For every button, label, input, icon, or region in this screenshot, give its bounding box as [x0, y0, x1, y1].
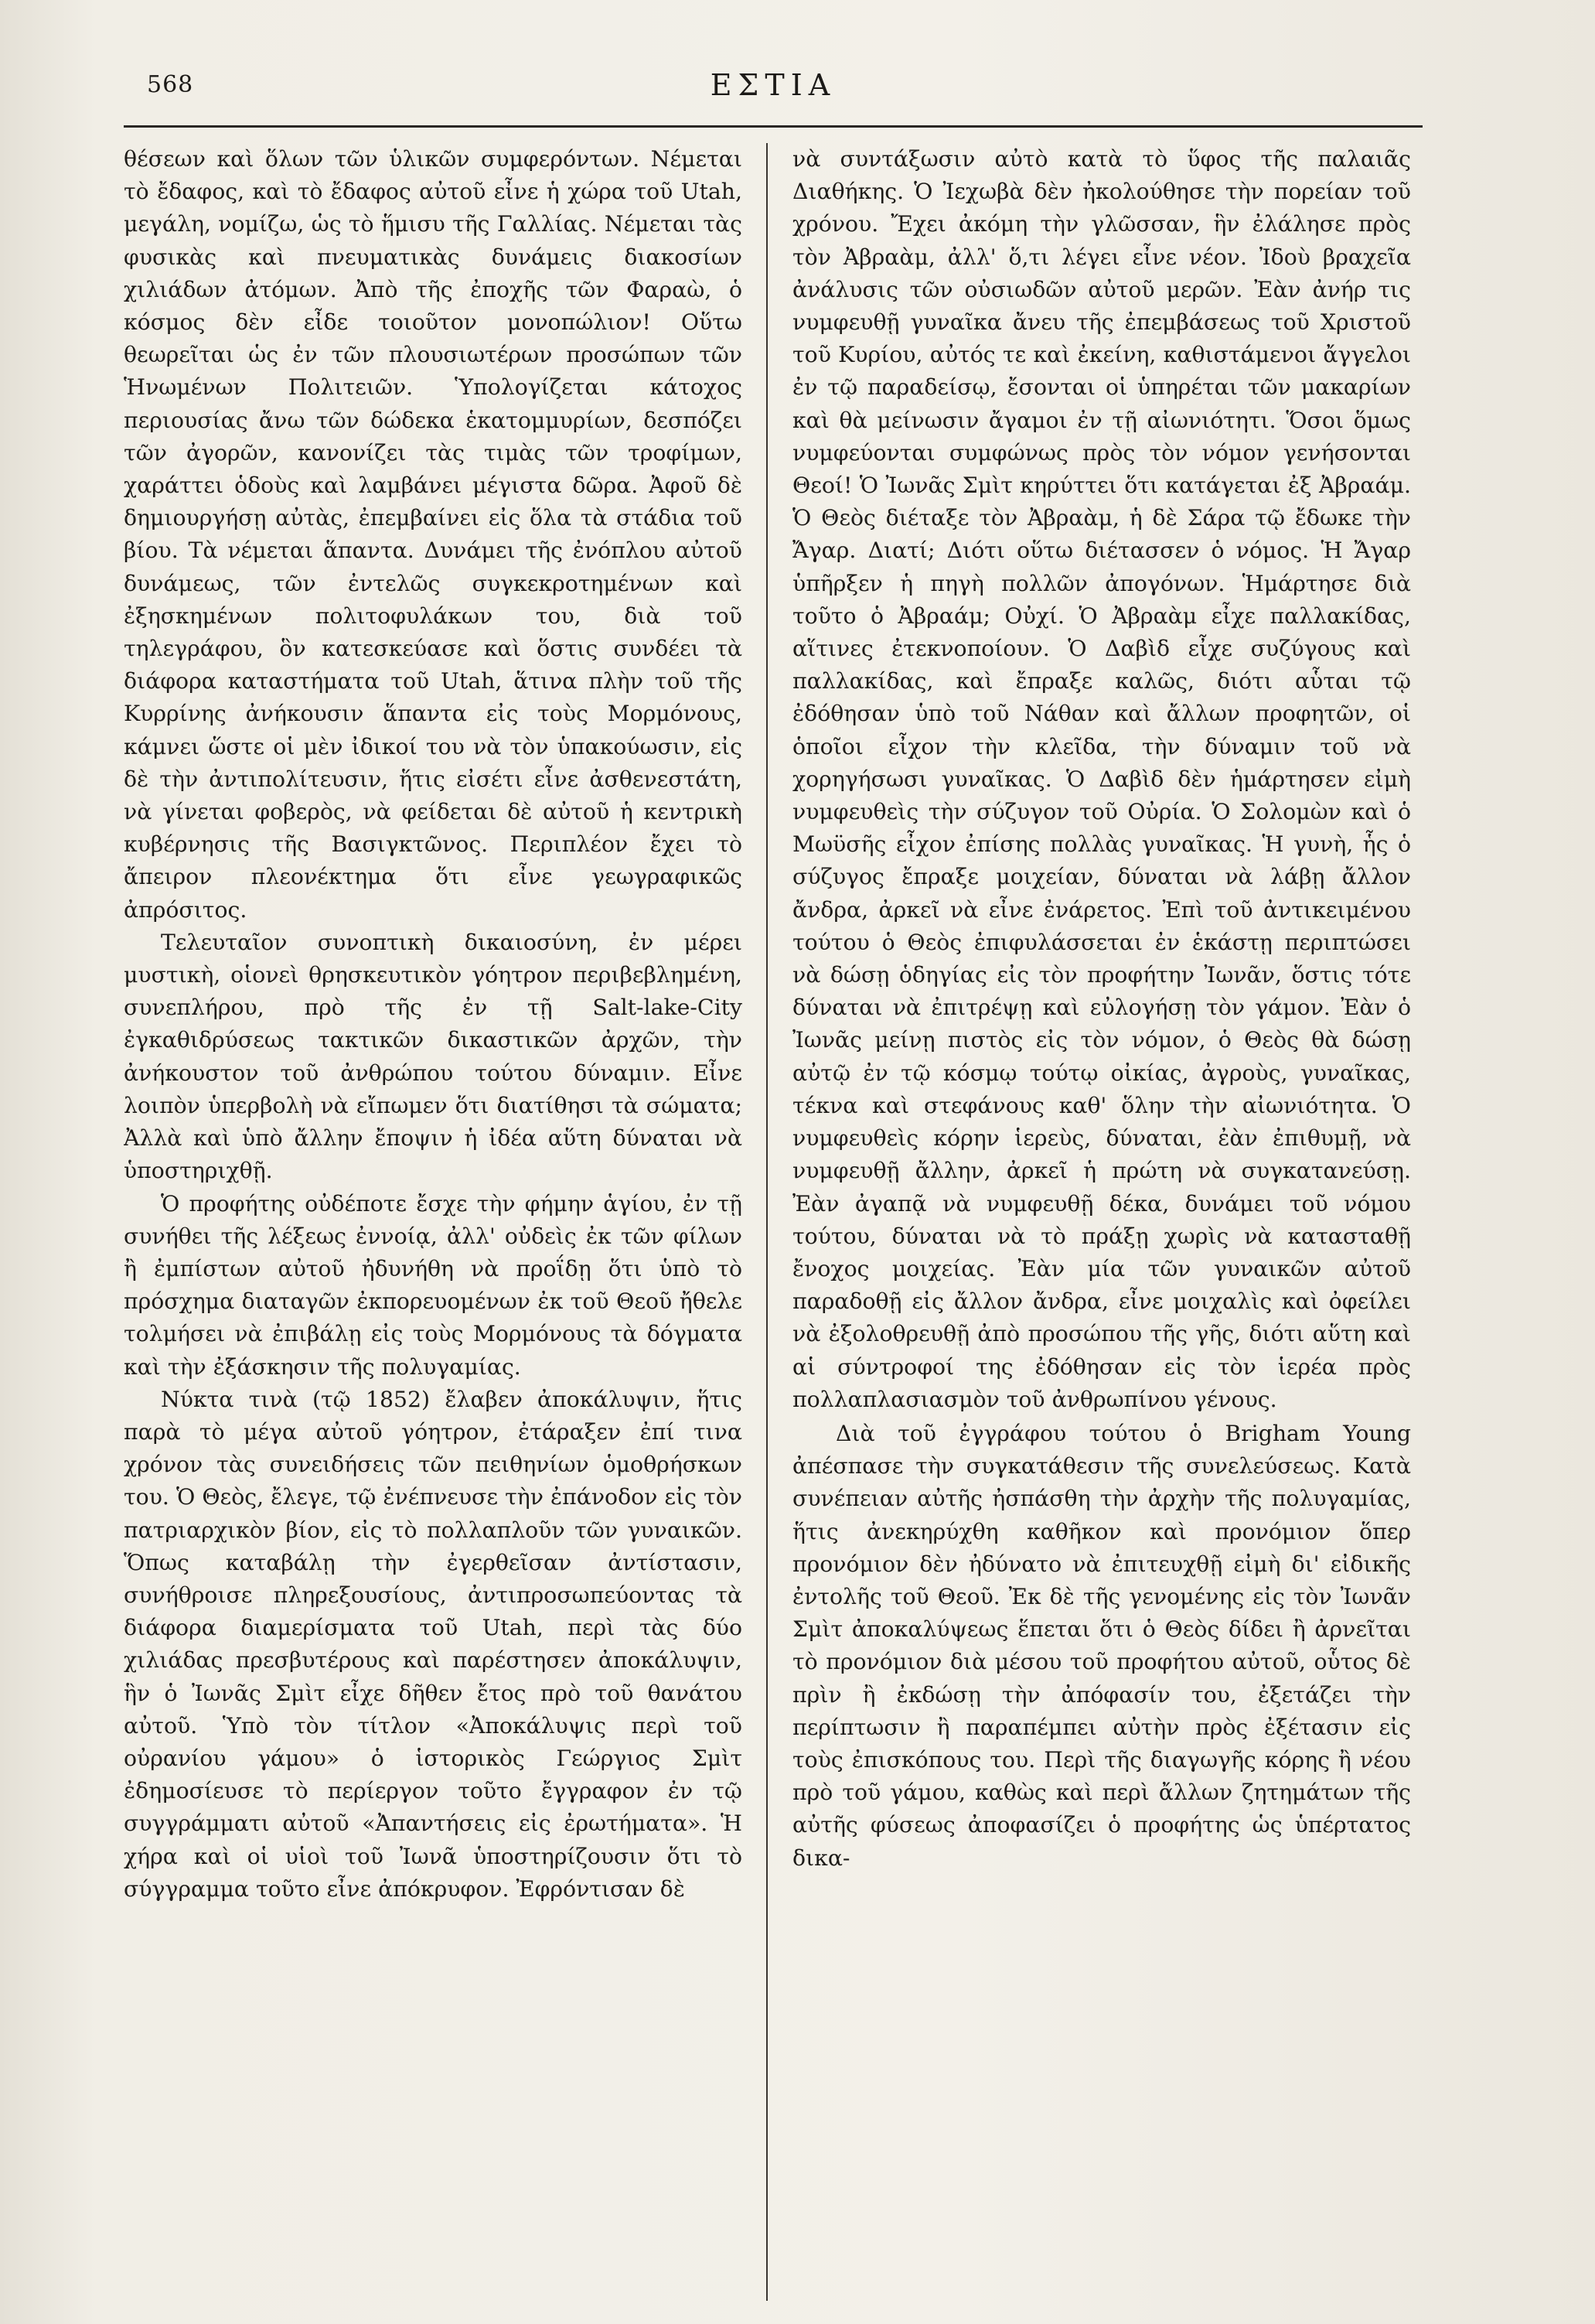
left-column: [124, 143, 742, 2301]
right-column: [792, 143, 1411, 2301]
paragraph: νὰ συντάξωσιν αὐτὸ κατὰ τὸ ὕφος τῆς παλαιᾶς Διαθήκης. Ὁ Ἰεχωβὰ δὲν ἠκολούθησε τὴν πορείαν τοῦ χρόνου. Ἔχει ἀκόμη τὴν γλῶσσαν, ἣν ἐλάλησε πρὸς τὸν Ἀβραὰμ, ἀλλ' ὅ,τι λέγει εἶνε νέον. Ἰδοὺ βραχεῖα ἀνάλυσις τῶν οὐσιωδῶν αὐτοῦ μερῶν. Ἐὰν ἀνήρ τις νυμφευθῇ γυναῖκα ἄνευ τῆς ἐπεμβάσεως τοῦ Χριστοῦ τοῦ Κυρίου, αὐτός τε καὶ ἐκείνη, καθιστάμενοι ἄγγελοι ἐν τῷ παραδείσῳ, ἔσονται οἱ ὑπηρέται τῶν μακαρίων καὶ θὰ μείνωσιν ἄγαμοι ἐν τῇ αἰωνιότητι. Ὅσοι ὅμως νυμφεύονται συμφώνως πρὸς τὸν νόμον γενήσονται Θεοί! Ὁ Ἰωνᾶς Σμὶτ κηρύττει ὅτι κατάγεται ἐξ Ἀβραάμ. Ὁ Θεὸς διέταξε τὸν Ἀβραὰμ, ἡ δὲ Σάρα τῷ ἔδωκε τὴν Ἄγαρ. Διατί; Διότι οὕτω διέτασσεν ὁ νόμος. Ἡ Ἄγαρ ὑπῆρξεν ἡ πηγὴ πολλῶν ἀπογόνων. Ἡμάρτησε διὰ τοῦτο ὁ Ἀβραάμ; Οὐχί. Ὁ Ἀβραὰμ εἶχε παλλακίδας, αἵτινες ἐτεκνοποίουν. Ὁ Δαβὶδ εἶχε συζύγους καὶ παλλακίδας, καὶ ἔπραξε καλῶς, διότι αὗται τῷ ἐδόθησαν ὑπὸ τοῦ Νάθαν καὶ ἄλλων προφητῶν, οἱ ὁποῖοι εἶχον τὴν κλεῖδα, τὴν δύναμιν τοῦ νὰ χορηγήσωσι γυναῖκας. Ὁ Δαβὶδ δὲν ἡμάρτησεν εἰμὴ νυμφευθεὶς τὴν σύζυγον τοῦ Οὐρία. Ὁ Σολομὼν καὶ ὁ Μωϋσῆς εἶχον ἐπίσης πολλὰς γυναῖκας. Ἡ γυνὴ, ἧς ὁ σύζυγος ἔπραξε μοιχείαν, δύναται νὰ λάβῃ ἄλλον ἄνδρα, ἀρκεῖ νὰ εἶνε ἐνάρετος. Ἐπὶ τοῦ ἀντικειμένου τούτου ὁ Θεὸς ἐπιφυλάσσεται ἐν ἑκάστῃ περιπτώσει νὰ δώσῃ ὁδηγίας εἰς τὸν προφήτην Ἰωνᾶν, ὅστις τότε δύναται νὰ ἐπιτρέψῃ καὶ εὐλογήσῃ τὸν γάμον. Ἐὰν ὁ Ἰωνᾶς μείνῃ πιστὸς εἰς τὸν νόμον, ὁ Θεὸς θὰ δώσῃ αὐτῷ ἐν τῷ κόσμῳ τούτῳ οἰκίας, ἀγροὺς, γυναῖκας, τέκνα καὶ στεφάνους καθ' ὅλην τὴν αἰωνιότητα. Ὁ νυμφευθεὶς κόρην ἱερεὺς, δύναται, ἐὰν ἐπιθυμῇ, νὰ νυμφευθῇ ἄλλην, ἀρκεῖ ἡ πρώτη νὰ συγκατανεύσῃ. Ἐὰν ἀγαπᾷ νὰ νυμφευθῇ δέκα, δυνάμει τοῦ νόμου τούτου, δύναται νὰ τὸ πράξῃ χωρὶς νὰ κατασταθῇ ἔνοχος μοιχείας. Ἐὰν μία τῶν γυναικῶν αὐτοῦ παραδοθῇ εἰς ἄλλον ἄνδρα, εἶνε μοιχαλὶς καὶ ὀφείλει νὰ ἐξολοθρευθῇ ἀπὸ προσώπου τῆς γῆς, διότι αὕτη καὶ αἱ σύντροφοί της ἐδόθησαν εἰς τὸν ἱερέα πρὸς πολλαπλασιασμὸν τοῦ ἀνθρωπίνου γένους.: [792, 146, 1411, 1412]
paragraph: Τελευταῖον συνοπτικὴ δικαιοσύνη, ἐν μέρει μυστικὴ, οἱονεὶ θρησκευτικὸν γόητρον περιβεβλημένη, συνεπλήρου, πρὸ τῆς ἐν τῇ Salt-lake-City ἐγκαθιδρύσεως τακτικῶν δικαστικῶν ἀρχῶν, τὴν ἀνήκουστον τοῦ ἀνθρώπου τούτου δύναμιν. Εἶνε λοιπὸν ὑπερβολὴ νὰ εἴπωμεν ὅτι διατίθησι τὰ σώματα; Ἀλλὰ καὶ ὑπὸ ἄλλην ἔποψιν ἡ ἰδέα αὕτη δύναται νὰ ὑποστηριχθῇ.: [124, 929, 742, 1184]
paragraph: θέσεων καὶ ὅλων τῶν ὑλικῶν συμφερόντων. Νέμεται τὸ ἔδαφος, καὶ τὸ ἔδαφος αὐτοῦ εἶνε ἡ χώρα τοῦ Utah, μεγάλη, νομίζω, ὡς τὸ ἥμισυ τῆς Γαλλίας. Νέμεται τὰς φυσικὰς καὶ πνευματικὰς δυνάμεις διακοσίων χιλιάδων ἀτόμων. Ἀπὸ τῆς ἐποχῆς τῶν Φαραὼ, ὁ κόσμος δὲν εἶδε τοιοῦτον μονοπώλιον! Οὕτω θεωρεῖται ὡς ἐν τῶν πλουσιωτέρων προσώπων τῶν Ἡνωμένων Πολιτειῶν. Ὑπολογίζεται κάτοχος περιουσίας ἄνω τῶν δώδεκα ἑκατομμυρίων, δεσπόζει τῶν ἀγορῶν, κανονίζει τὰς τιμὰς τῶν τροφίμων, χαράττει ὁδοὺς καὶ λαμβάνει μέγιστα δῶρα. Ἀφοῦ δὲ δημιουργήσῃ αὐτὰς, ἐπεμβαίνει εἰς ὅλα τὰ στάδια τοῦ βίου. Τὰ νέμεται ἅπαντα. Δυνάμει τῆς ἐνόπλου αὐτοῦ δυνάμεως, τῶν ἐντελῶς συγκεκροτημένων καὶ ἐξησκημένων πολιτοφυλάκων του, διὰ τοῦ τηλεγράφου, ὃν κατεσκεύασε καὶ ὅστις συνδέει τὰ διάφορα καταστήματα τοῦ Utah, ἅτινα πλὴν τοῦ τῆς Κυρρίνης ἀνήκουσιν ἅπαντα εἰς τοὺς Μορμόνους, κάμνει ὥστε οἱ μὲν ἰδικοί του νὰ τὸν ὑπακούωσιν, εἰς δὲ τὴν ἀντιπολίτευσιν, ἥτις εἰσέτι εἶνε ἀσθενεστάτη, νὰ γίνεται φοβερὸς, νὰ φείδεται δὲ αὐτοῦ ἡ κεντρικὴ κυβέρνησις τῆς Βασιγκτῶνος. Περιπλέον ἔχει τὸ ἄπειρον πλεονέκτημα ὅτι εἶνε γεωγραφικῶς ἀπρόσιτος.: [124, 146, 742, 923]
paragraph: Νύκτα τινὰ (τῷ 1852) ἔλαβεν ἀποκάλυψιν, ἥτις παρὰ τὸ μέγα αὐτοῦ γόητρον, ἐτάραξεν ἐπί τινα χρόνον τὰς συνειδήσεις τῶν πειθηνίων ὁμοθρήσκων του. Ὁ Θεὸς, ἔλεγε, τῷ ἐνέπνευσε τὴν ἐπάνοδον εἰς τὸν πατριαρχικὸν βίον, εἰς τὸ πολλαπλοῦν τῶν γυναικῶν. Ὅπως καταβάλῃ τὴν ἐγερθεῖσαν ἀντίστασιν, συνήθροισε πληρεξουσίους, ἀντιπροσωπεύοντας τὰ διάφορα διαμερίσματα τοῦ Utah, περὶ τὰς δύο χιλιάδας πρεσβυτέρους καὶ παρέστησεν ἀποκάλυψιν, ἣν ὁ Ἰωνᾶς Σμὶτ εἶχε δῆθεν ἔτος πρὸ τοῦ θανάτου αὐτοῦ. Ὑπὸ τὸν τίτλον «Ἀποκάλυψις περὶ τοῦ οὐρανίου γάμου» ὁ ἱστορικὸς Γεώργιος Σμὶτ ἐδημοσίευσε τὸ περίεργον τοῦτο ἔγγραφον ἐν τῷ συγγράμματι αὐτοῦ «Ἀπαντήσεις εἰς ἐρωτήματα». Ἡ χήρα καὶ οἱ υἱοὶ τοῦ Ἰωνᾶ ὑποστηρίζουσιν ὅτι τὸ σύγγραμμα τοῦτο εἶνε ἀπόκρυφον. Ἐφρόντισαν δὲ: [124, 1386, 742, 1902]
paragraph: Ὁ προφήτης οὐδέποτε ἔσχε τὴν φήμην ἁγίου, ἐν τῇ συνήθει τῆς λέξεως ἐννοίᾳ, ἀλλ' οὐδεὶς ἐκ τῶν φίλων ἢ ἐμπίστων αὐτοῦ ἠδυνήθη νὰ προΐδῃ ὅτι ὑπὸ τὸ πρόσχημα διαταγῶν ἐκπορευομένων ἐκ τοῦ Θεοῦ ἤθελε τολμήσει νὰ ἐπιβάλῃ εἰς τοὺς Μορμόνους τὰ δόγματα καὶ τὴν ἐξάσκησιν τῆς πολυγαμίας.: [124, 1190, 742, 1380]
running-title: ΕΣΤΙΑ: [710, 68, 837, 102]
page-header: [124, 68, 1423, 114]
column-divider: [766, 143, 768, 2301]
header-rule: [124, 125, 1423, 128]
page-number: 568: [147, 71, 194, 98]
paragraph: Διὰ τοῦ ἐγγράφου τούτου ὁ Brigham Young ἀπέσπασε τὴν συγκατάθεσιν τῆς συνελεύσεως. Κατὰ συνέπειαν αὐτῆς ἠσπάσθη τὴν ἀρχὴν τῆς πολυγαμίας, ἥτις ἀνεκηρύχθη καθῆκον καὶ προνόμιον ὅπερ προνόμιον δὲν ἠδύνατο νὰ ἐπιτευχθῇ εἰμὴ δι' εἰδικῆς ἐντολῆς τοῦ Θεοῦ. Ἐκ δὲ τῆς γενομένης εἰς τὸν Ἰωνᾶν Σμὶτ ἀποκαλύψεως ἕπεται ὅτι ὁ Θεὸς δίδει ἢ ἀρνεῖται τὸ προνόμιον διὰ μέσου τοῦ προφήτου αὐτοῦ, οὗτος δὲ πρὶν ἢ ἐκδώσῃ τὴν ἀπόφασίν του, ἐξετάζει τὴν περίπτωσιν ἢ παραπέμπει αὐτὴν πρὸς ἐξέτασιν εἰς τοὺς ἐπισκόπους του. Περὶ τῆς διαγωγῆς κόρης ἢ νέου πρὸ τοῦ γάμου, καθὼς καὶ περὶ ἄλλων ζητημάτων τῆς αὐτῆς φύσεως ἀποφασίζει ὁ προφήτης ὡς ὑπέρτατος δικα-: [792, 1420, 1411, 1871]
